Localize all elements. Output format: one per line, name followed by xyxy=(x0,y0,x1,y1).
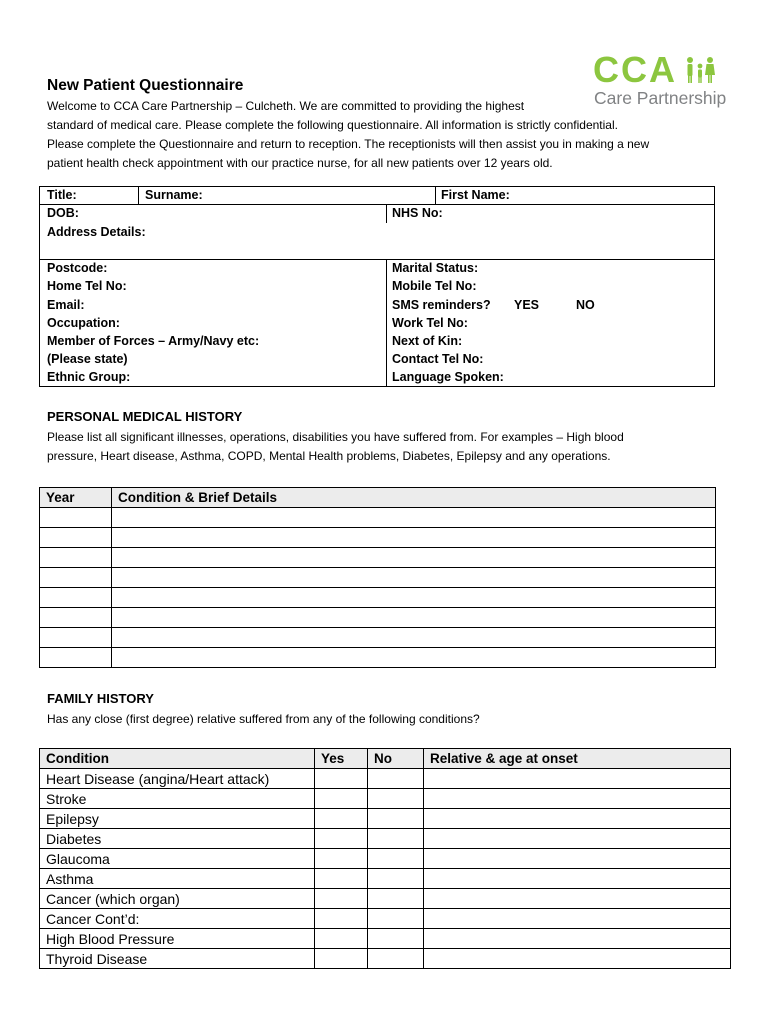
year-cell[interactable] xyxy=(40,568,112,588)
no-cell[interactable] xyxy=(368,909,424,929)
condition-cell: Asthma xyxy=(40,869,315,889)
table-row xyxy=(40,628,716,648)
table-row xyxy=(40,648,716,668)
year-cell[interactable] xyxy=(40,548,112,568)
no-cell[interactable] xyxy=(368,769,424,789)
yes-cell[interactable] xyxy=(315,909,368,929)
relative-age-cell[interactable] xyxy=(424,849,731,869)
condition-cell: High Blood Pressure xyxy=(40,929,315,949)
medical-history-text-1: Please list all significant illnesses, operations, disabilities you have suffered from. For examples – High blood xyxy=(47,430,624,444)
table-row xyxy=(40,568,716,588)
work-tel-field[interactable]: Work Tel No: xyxy=(392,316,468,330)
no-cell[interactable] xyxy=(368,789,424,809)
relative-age-cell[interactable] xyxy=(424,789,731,809)
medical-history-text-2: pressure, Heart disease, Asthma, COPD, Mental Health problems, Diabetes, Epilepsy and any operations. xyxy=(47,449,611,463)
please-state-label: (Please state) xyxy=(47,352,128,366)
condition-cell: Epilepsy xyxy=(40,809,315,829)
col-condition-header: Condition xyxy=(40,749,315,769)
no-cell[interactable] xyxy=(368,869,424,889)
yes-cell[interactable] xyxy=(315,889,368,909)
condition-cell: Thyroid Disease xyxy=(40,949,315,969)
intro-line-3: Please complete the Questionnaire and return to reception. The receptionists will then assist you in making a new xyxy=(47,137,650,151)
relative-age-cell[interactable] xyxy=(424,809,731,829)
yes-cell[interactable] xyxy=(315,929,368,949)
relative-age-cell[interactable] xyxy=(424,929,731,949)
year-cell[interactable] xyxy=(40,588,112,608)
mobile-tel-field[interactable]: Mobile Tel No: xyxy=(392,279,477,293)
table-row xyxy=(40,588,716,608)
family-figures-icon xyxy=(686,56,716,84)
no-cell[interactable] xyxy=(368,889,424,909)
medical-history-heading: PERSONAL MEDICAL HISTORY xyxy=(47,409,243,424)
family-history-heading: FAMILY HISTORY xyxy=(47,691,154,706)
table-row xyxy=(40,789,731,809)
home-tel-field[interactable]: Home Tel No: xyxy=(47,279,127,293)
yes-cell[interactable] xyxy=(315,949,368,969)
col-yes-header: Yes xyxy=(315,749,368,769)
intro-line-2: standard of medical care. Please complete the following questionnaire. All information is strictly confidential. xyxy=(47,118,618,132)
title-field[interactable]: Title: xyxy=(47,188,77,202)
relative-age-cell[interactable] xyxy=(424,829,731,849)
sms-no-option[interactable]: NO xyxy=(576,298,595,312)
table-row xyxy=(40,909,731,929)
cca-logo xyxy=(593,49,727,112)
family-history-table xyxy=(39,748,731,969)
relative-age-cell[interactable] xyxy=(424,889,731,909)
yes-cell[interactable] xyxy=(315,829,368,849)
sms-reminders-label: SMS reminders? xyxy=(392,298,491,312)
dob-field[interactable]: DOB: xyxy=(47,206,79,220)
table-row xyxy=(40,869,731,889)
sms-yes-option[interactable]: YES xyxy=(514,298,540,312)
nhs-no-field[interactable]: NHS No: xyxy=(392,206,443,220)
condition-details-cell[interactable] xyxy=(112,508,716,528)
relative-age-cell[interactable] xyxy=(424,909,731,929)
no-cell[interactable] xyxy=(368,849,424,869)
condition-details-cell[interactable] xyxy=(112,588,716,608)
family-history-text: Has any close (first degree) relative suffered from any of the following conditions? xyxy=(47,712,480,726)
patient-details-box xyxy=(39,186,715,387)
language-spoken-field[interactable]: Language Spoken: xyxy=(392,370,504,384)
condition-cell: Diabetes xyxy=(40,829,315,849)
contact-tel-field[interactable]: Contact Tel No: xyxy=(392,352,484,366)
table-row xyxy=(40,949,731,969)
year-cell[interactable] xyxy=(40,508,112,528)
yes-cell[interactable] xyxy=(315,849,368,869)
marital-status-field[interactable]: Marital Status: xyxy=(392,261,479,275)
logo-brand: CCA xyxy=(593,49,677,90)
occupation-field[interactable]: Occupation: xyxy=(47,316,120,330)
no-cell[interactable] xyxy=(368,829,424,849)
condition-details-cell[interactable] xyxy=(112,548,716,568)
logo-subtitle: Care Partnership xyxy=(594,88,727,108)
forces-field[interactable]: Member of Forces – Army/Navy etc: xyxy=(47,334,260,348)
condition-cell: Cancer (which organ) xyxy=(40,889,315,909)
year-cell[interactable] xyxy=(40,608,112,628)
condition-cell: Heart Disease (angina/Heart attack) xyxy=(40,769,315,789)
first-name-field[interactable]: First Name: xyxy=(441,188,510,202)
year-cell[interactable] xyxy=(40,528,112,548)
medical-history-table xyxy=(39,487,716,668)
condition-details-cell[interactable] xyxy=(112,628,716,648)
intro-line-1: Welcome to CCA Care Partnership – Culcheth. We are committed to providing the highest xyxy=(47,99,525,113)
postcode-field[interactable]: Postcode: xyxy=(47,261,108,275)
table-row xyxy=(40,809,731,829)
no-cell[interactable] xyxy=(368,949,424,969)
condition-details-cell[interactable] xyxy=(112,568,716,588)
table-row xyxy=(40,508,716,528)
col-no-header: No xyxy=(368,749,424,769)
table-row xyxy=(40,548,716,568)
condition-details-cell[interactable] xyxy=(112,648,716,668)
col-relative-header: Relative & age at onset xyxy=(424,749,731,769)
no-cell[interactable] xyxy=(368,809,424,829)
table-row xyxy=(40,889,731,909)
year-cell[interactable] xyxy=(40,648,112,668)
surname-field[interactable]: Surname: xyxy=(145,188,203,202)
col-condition-header: Condition & Brief Details xyxy=(112,488,716,508)
email-field[interactable]: Email: xyxy=(47,298,85,312)
yes-cell[interactable] xyxy=(315,869,368,889)
yes-cell[interactable] xyxy=(315,789,368,809)
no-cell[interactable] xyxy=(368,929,424,949)
table-row xyxy=(40,528,716,548)
relative-age-cell[interactable] xyxy=(424,949,731,969)
ethnic-group-field[interactable]: Ethnic Group: xyxy=(47,370,131,384)
condition-cell: Stroke xyxy=(40,789,315,809)
year-cell[interactable] xyxy=(40,628,112,648)
table-row xyxy=(40,608,716,628)
condition-details-cell[interactable] xyxy=(112,528,716,548)
condition-details-cell[interactable] xyxy=(112,608,716,628)
table-row xyxy=(40,849,731,869)
condition-cell: Cancer Cont’d: xyxy=(40,909,315,929)
page-title: New Patient Questionnaire xyxy=(47,77,244,94)
relative-age-cell[interactable] xyxy=(424,769,731,789)
table-row xyxy=(40,929,731,949)
next-of-kin-field[interactable]: Next of Kin: xyxy=(392,334,463,348)
col-year-header: Year xyxy=(40,488,112,508)
table-row xyxy=(40,829,731,849)
address-field[interactable]: Address Details: xyxy=(47,225,146,239)
yes-cell[interactable] xyxy=(315,769,368,789)
intro-line-4: patient health check appointment with our practice nurse, for all new patients over 12 years old. xyxy=(47,156,553,170)
condition-cell: Glaucoma xyxy=(40,849,315,869)
table-row xyxy=(40,769,731,789)
relative-age-cell[interactable] xyxy=(424,869,731,889)
yes-cell[interactable] xyxy=(315,809,368,829)
